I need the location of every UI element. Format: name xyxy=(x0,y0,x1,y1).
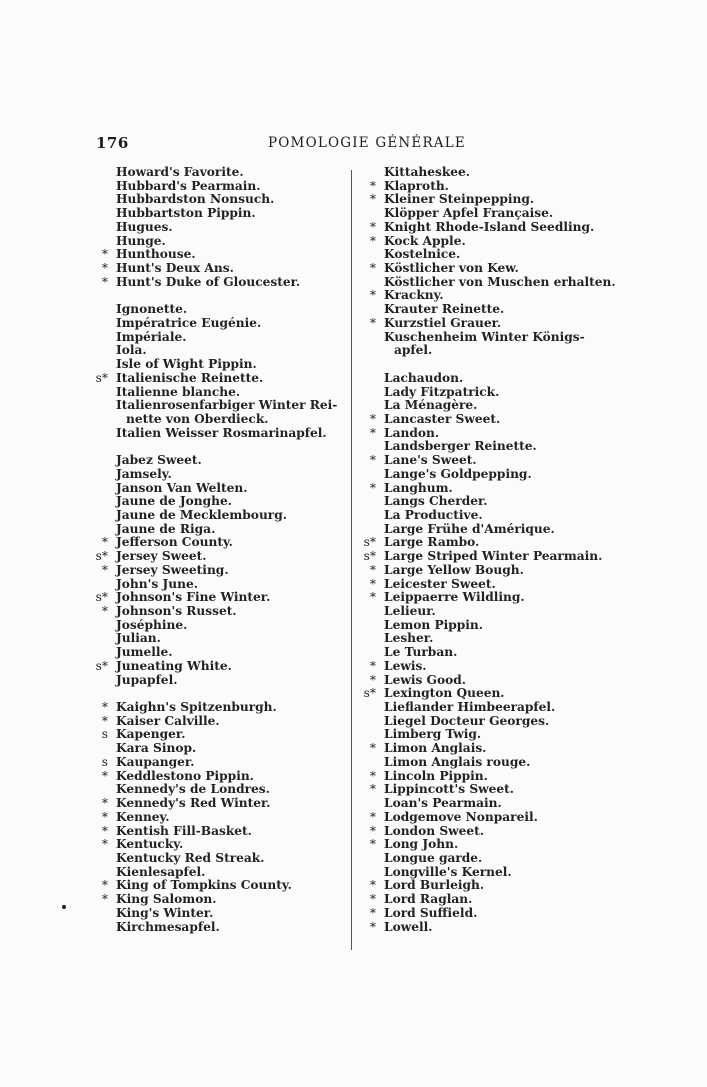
entry-text: apfel. xyxy=(394,343,433,358)
index-entry xyxy=(101,604,344,619)
entry-text: Italienische Reinette. xyxy=(116,370,264,385)
entry-text: Lancaster Sweet. xyxy=(384,411,501,426)
index-entry xyxy=(95,549,344,564)
entry-mark: s xyxy=(101,727,108,742)
index-entry xyxy=(104,852,344,866)
entry-mark: * xyxy=(369,480,376,495)
entry-text: Long John. xyxy=(384,837,459,852)
index-entry xyxy=(101,700,344,715)
entry-mark: * xyxy=(101,892,108,907)
entry-text: Lachaudon. xyxy=(384,370,464,385)
index-entry xyxy=(369,905,662,921)
entry-text: Kentish Fill-Basket. xyxy=(116,823,252,838)
entry-text: Lieflander Himbeerapfel. xyxy=(384,700,556,715)
index-entry xyxy=(369,233,662,249)
entry-text: Limberg Twig. xyxy=(384,727,482,742)
entry-text: John's June. xyxy=(116,576,198,591)
index-entry xyxy=(372,701,662,715)
index-entry xyxy=(101,837,344,852)
index-entry xyxy=(104,468,344,482)
entry-mark: * xyxy=(369,837,376,852)
index-entry xyxy=(372,166,662,180)
entry-text: Hunt's Duke of Gloucester. xyxy=(116,274,301,289)
entry-mark: * xyxy=(101,700,108,715)
index-entry xyxy=(372,523,662,537)
entry-text: Jaune de Riga. xyxy=(116,521,216,536)
entry-text: Lelieur. xyxy=(384,604,436,618)
index-entry xyxy=(104,344,344,358)
index-entry xyxy=(104,221,344,235)
entry-text: Impériale. xyxy=(116,329,187,344)
index-entry xyxy=(363,686,662,701)
index-entry xyxy=(369,809,662,825)
index-entry xyxy=(101,809,344,825)
index-entry xyxy=(104,482,344,496)
entry-text: Hubbard's Pearmain. xyxy=(116,178,261,193)
index-entry xyxy=(372,619,662,633)
entry-mark: * xyxy=(101,713,108,728)
entry-mark: * xyxy=(369,219,376,234)
entry-mark: * xyxy=(369,809,376,824)
entry-mark: * xyxy=(369,288,376,303)
entry-text: Lord Suffield. xyxy=(384,905,478,920)
entry-text: Large Frühe d'Amérique. xyxy=(384,521,555,536)
entry-text: Lexington Queen. xyxy=(384,686,505,701)
index-entry xyxy=(372,797,662,811)
index-entry xyxy=(372,756,662,770)
index-entry xyxy=(372,344,662,358)
ink-speck xyxy=(62,905,66,909)
page-number: 176 xyxy=(96,134,129,152)
entry-mark: * xyxy=(101,274,108,289)
index-entry xyxy=(369,453,662,468)
entry-text: Kock Apple. xyxy=(384,233,466,248)
index-entry xyxy=(363,535,662,550)
index-entry xyxy=(372,468,662,482)
index-entry xyxy=(369,288,662,303)
index-entry xyxy=(104,358,344,372)
index-entry xyxy=(369,425,662,441)
index-entry xyxy=(363,549,662,564)
entry-mark: s* xyxy=(95,590,108,605)
entry-text: Keddlestono Pippin. xyxy=(116,768,254,783)
entry-mark: * xyxy=(101,604,108,618)
entry-text: King Salomon. xyxy=(116,892,217,907)
index-entry xyxy=(101,754,344,770)
entry-text: Leicester Sweet. xyxy=(384,576,496,591)
index-entry xyxy=(372,632,662,646)
index-entry xyxy=(372,495,662,509)
index-entry xyxy=(104,427,344,441)
index-entry xyxy=(372,276,662,290)
index-entry xyxy=(104,907,344,921)
entry-text: Juneating White. xyxy=(116,658,232,673)
entry-text: Large Rambo. xyxy=(384,535,480,550)
entry-mark: s* xyxy=(95,549,108,564)
entry-text: Köstlicher von Muschen erhalten. xyxy=(384,274,616,289)
entry-mark: * xyxy=(101,261,108,276)
entry-mark: s* xyxy=(95,658,108,673)
index-entry xyxy=(104,303,344,317)
entry-text: Kapenger. xyxy=(116,727,186,742)
entry-text: Johnson's Russet. xyxy=(116,604,237,618)
entry-mark: * xyxy=(101,247,108,262)
entry-text: Lane's Sweet. xyxy=(384,453,477,468)
entry-text: Longville's Kernel. xyxy=(384,864,512,879)
index-entry xyxy=(372,372,662,386)
entry-text: Lincoln Pippin. xyxy=(384,768,488,783)
entry-mark: * xyxy=(369,905,376,920)
entry-text: Knight Rhode-Island Seedling. xyxy=(384,219,595,234)
entry-text: Köstlicher von Kew. xyxy=(384,261,519,276)
entry-text: Kara Sinop. xyxy=(116,741,197,756)
entry-mark: * xyxy=(101,768,108,783)
index-entry xyxy=(101,878,344,893)
entry-text: Jaune de Mecklembourg. xyxy=(116,507,287,522)
left-column xyxy=(95,165,344,934)
entry-mark: * xyxy=(369,658,376,673)
index-entry xyxy=(101,796,344,811)
index-entry xyxy=(372,509,662,523)
index-entry xyxy=(104,674,344,688)
index-entry xyxy=(104,317,344,331)
entry-text: Large Yellow Bough. xyxy=(384,562,524,577)
entry-text: Kaupanger. xyxy=(116,754,195,769)
index-entry xyxy=(372,605,662,619)
index-entry xyxy=(369,741,662,756)
right-column xyxy=(363,165,662,934)
section-gap xyxy=(104,687,344,701)
entry-mark: * xyxy=(369,919,376,934)
index-entry xyxy=(372,715,662,729)
index-entry xyxy=(101,823,344,839)
index-entry xyxy=(372,440,662,454)
entry-mark: * xyxy=(369,576,376,591)
section-gap xyxy=(372,358,662,372)
entry-text: Italienrosenfarbiger Winter Rei- xyxy=(116,398,338,413)
index-entry xyxy=(104,454,344,468)
running-title: POMOLOGIE GÉNÉRALE xyxy=(268,135,466,151)
entry-text: Lowell. xyxy=(384,919,433,934)
entry-mark: * xyxy=(101,562,108,577)
entry-mark: s xyxy=(101,754,108,769)
entry-text: Lewis. xyxy=(384,658,427,673)
index-entry xyxy=(104,509,344,523)
entry-text: Hunthouse. xyxy=(116,247,196,262)
index-entry xyxy=(369,315,662,331)
entry-mark: * xyxy=(369,590,376,605)
index-entry xyxy=(104,646,344,660)
entry-text: Kittaheskee. xyxy=(384,165,471,179)
index-entry xyxy=(95,590,344,605)
entry-mark: * xyxy=(369,892,376,907)
index-entry xyxy=(369,892,662,907)
entry-text: Klöpper Apfel Française. xyxy=(384,206,554,221)
entry-text: Lodgemove Nonpareil. xyxy=(384,809,538,824)
index-entry xyxy=(101,274,344,290)
entry-text: Kaighn's Spitzenburgh. xyxy=(116,700,277,715)
entry-mark: * xyxy=(101,878,108,893)
index-entry xyxy=(104,866,344,880)
entry-text: Kentucky. xyxy=(116,837,184,852)
index-entry xyxy=(369,837,662,852)
entry-text: Le Turban. xyxy=(384,645,458,660)
index-entry xyxy=(104,619,344,633)
entry-mark: s* xyxy=(363,686,376,701)
entry-text: Lewis Good. xyxy=(384,672,466,687)
entry-text: Jaune de Jonghe. xyxy=(116,494,233,509)
index-entry xyxy=(369,576,662,592)
entry-text: Joséphine. xyxy=(116,617,188,632)
index-entry xyxy=(101,247,344,262)
section-gap xyxy=(104,289,344,303)
index-entry xyxy=(369,411,662,427)
entry-mark: * xyxy=(369,425,376,440)
entry-text: Jersey Sweeting. xyxy=(116,562,229,577)
index-entry xyxy=(101,768,344,784)
entry-text: Kenney. xyxy=(116,809,170,824)
index-entry xyxy=(372,331,662,345)
entry-text: Langhum. xyxy=(384,480,453,495)
entry-text: Iola. xyxy=(116,343,147,358)
entry-text: nette von Oberdieck. xyxy=(126,411,269,426)
entry-text: Jersey Sweet. xyxy=(116,549,207,564)
index-entry xyxy=(104,523,344,537)
entry-text: Limon Anglais. xyxy=(384,741,487,756)
entry-mark: s* xyxy=(363,535,376,550)
index-entry xyxy=(104,921,344,935)
index-entry xyxy=(372,399,662,413)
entry-text: Impératrice Eugénie. xyxy=(116,315,262,330)
index-entry xyxy=(101,562,344,578)
entry-text: Large Striped Winter Pearmain. xyxy=(384,549,603,564)
entry-mark: * xyxy=(101,535,108,550)
index-entry xyxy=(101,535,344,550)
index-entry xyxy=(104,193,344,207)
index-entry xyxy=(369,219,662,235)
entry-mark: * xyxy=(369,768,376,783)
index-entry xyxy=(104,166,344,180)
entry-text: Johnson's Fine Winter. xyxy=(116,590,271,605)
entry-text: Kurzstiel Grauer. xyxy=(384,315,502,330)
entry-mark: * xyxy=(101,823,108,838)
index-entry xyxy=(104,413,344,427)
entry-text: Hubbartston Pippin. xyxy=(116,206,256,221)
index-entry xyxy=(372,866,662,880)
index-entry xyxy=(104,399,344,413)
index-entry xyxy=(369,590,662,605)
index-entry xyxy=(104,742,344,756)
entry-text: Lady Fitzpatrick. xyxy=(384,384,500,399)
index-entry xyxy=(369,878,662,893)
index-entry xyxy=(372,728,662,742)
index-entry xyxy=(101,713,344,729)
entry-text: Kirchmesapfel. xyxy=(116,919,220,934)
entry-text: Lange's Goldpepping. xyxy=(384,466,532,481)
entry-text: Lord Raglan. xyxy=(384,892,473,907)
entry-text: Limon Anglais rouge. xyxy=(384,754,531,769)
entry-text: Kentucky Red Streak. xyxy=(116,850,265,865)
entry-text: Jefferson County. xyxy=(116,535,233,550)
index-entry xyxy=(104,495,344,509)
entry-mark: s* xyxy=(363,549,376,564)
entry-text: King's Winter. xyxy=(116,905,214,920)
entry-mark: * xyxy=(369,782,376,797)
entry-mark: * xyxy=(101,809,108,824)
entry-text: Jamsely. xyxy=(116,466,172,481)
entry-mark: * xyxy=(369,741,376,756)
index-entry xyxy=(372,248,662,262)
index-entry xyxy=(104,235,344,249)
index-entry xyxy=(369,192,662,207)
entry-text: Italien Weisser Rosmarinapfel. xyxy=(116,425,327,440)
entry-mark: * xyxy=(369,562,376,577)
index-entry xyxy=(95,370,344,386)
entry-text: Hunt's Deux Ans. xyxy=(116,261,234,276)
entry-text: Jupapfel. xyxy=(116,672,178,687)
entry-text: Liegel Docteur Georges. xyxy=(384,713,550,728)
index-entry xyxy=(372,852,662,866)
entry-mark: * xyxy=(369,261,376,276)
index-entry xyxy=(372,646,662,660)
entry-text: Kienlesapfel. xyxy=(116,864,206,879)
entry-text: La Ménagère. xyxy=(384,398,478,413)
entry-text: King of Tompkins County. xyxy=(116,878,292,893)
entry-mark: * xyxy=(369,878,376,893)
entry-text: Hubbardston Nonsuch. xyxy=(116,192,275,207)
entry-text: Leippaerre Wildling. xyxy=(384,590,525,605)
index-entry xyxy=(95,658,344,674)
index-entry xyxy=(369,480,662,496)
entry-text: Hugues. xyxy=(116,219,173,234)
entry-text: Howard's Favorite. xyxy=(116,165,244,179)
entry-text: Landon. xyxy=(384,425,440,440)
entry-mark: * xyxy=(101,796,108,811)
entry-text: Loan's Pearmain. xyxy=(384,796,502,811)
entry-text: Italienne blanche. xyxy=(116,384,241,399)
index-entry xyxy=(369,178,662,194)
index-entry xyxy=(104,783,344,797)
entry-text: Isle of Wight Pippin. xyxy=(116,357,257,372)
entry-mark: * xyxy=(101,837,108,852)
entry-text: Kuschenheim Winter Königs- xyxy=(384,329,585,344)
entry-mark: * xyxy=(369,315,376,330)
index-entry xyxy=(104,331,344,345)
entry-mark: * xyxy=(369,233,376,248)
entry-text: Kostelnice. xyxy=(384,247,461,262)
entry-text: Lemon Pippin. xyxy=(384,617,484,632)
index-entry xyxy=(104,578,344,592)
index-entry xyxy=(104,386,344,400)
index-entry xyxy=(372,386,662,400)
entry-mark: * xyxy=(369,178,376,193)
index-entry xyxy=(101,727,344,742)
entry-text: Langs Cherder. xyxy=(384,494,488,509)
entry-text: La Productive. xyxy=(384,507,483,522)
entry-mark: * xyxy=(369,453,376,468)
index-entry xyxy=(369,782,662,797)
entry-mark: * xyxy=(369,672,376,687)
index-entry xyxy=(369,562,662,578)
entry-mark: * xyxy=(369,411,376,426)
entry-text: Lippincott's Sweet. xyxy=(384,782,515,797)
entry-text: Jumelle. xyxy=(116,645,173,660)
entry-text: Jabez Sweet. xyxy=(116,453,202,468)
entry-text: Landsberger Reinette. xyxy=(384,439,537,454)
entry-mark: s* xyxy=(95,370,108,385)
entry-text: Kennedy's de Londres. xyxy=(116,782,270,797)
index-entry xyxy=(369,672,662,688)
entry-text: Klaproth. xyxy=(384,178,449,193)
entry-text: London Sweet. xyxy=(384,823,484,838)
entry-text: Lord Burleigh. xyxy=(384,878,485,893)
entry-text: Julian. xyxy=(116,631,161,646)
entry-text: Kennedy's Red Winter. xyxy=(116,796,271,811)
section-gap xyxy=(104,440,344,454)
index-entry xyxy=(369,261,662,276)
index-entry xyxy=(369,658,662,674)
entry-text: Kaiser Calville. xyxy=(116,713,220,728)
entry-mark: * xyxy=(369,192,376,207)
entry-text: Krauter Reinette. xyxy=(384,302,505,317)
index-entry xyxy=(372,303,662,317)
entry-text: Longue garde. xyxy=(384,850,483,865)
index-entry xyxy=(101,892,344,907)
index-entry xyxy=(369,823,662,839)
index-entry xyxy=(104,207,344,221)
entry-text: Lesher. xyxy=(384,631,434,646)
entry-text: Hunge. xyxy=(116,233,166,248)
entry-text: Janson Van Welten. xyxy=(116,480,248,495)
index-entry xyxy=(104,632,344,646)
entry-text: Krackny. xyxy=(384,288,444,303)
index-entry xyxy=(101,261,344,276)
index-entry xyxy=(372,207,662,221)
column-divider xyxy=(351,170,352,950)
entry-text: Ignonette. xyxy=(116,302,188,317)
entry-text: Kleiner Steinpepping. xyxy=(384,192,535,207)
entry-mark: * xyxy=(369,823,376,838)
index-entry xyxy=(369,768,662,784)
index-entry xyxy=(104,180,344,194)
index-entry xyxy=(369,919,662,935)
